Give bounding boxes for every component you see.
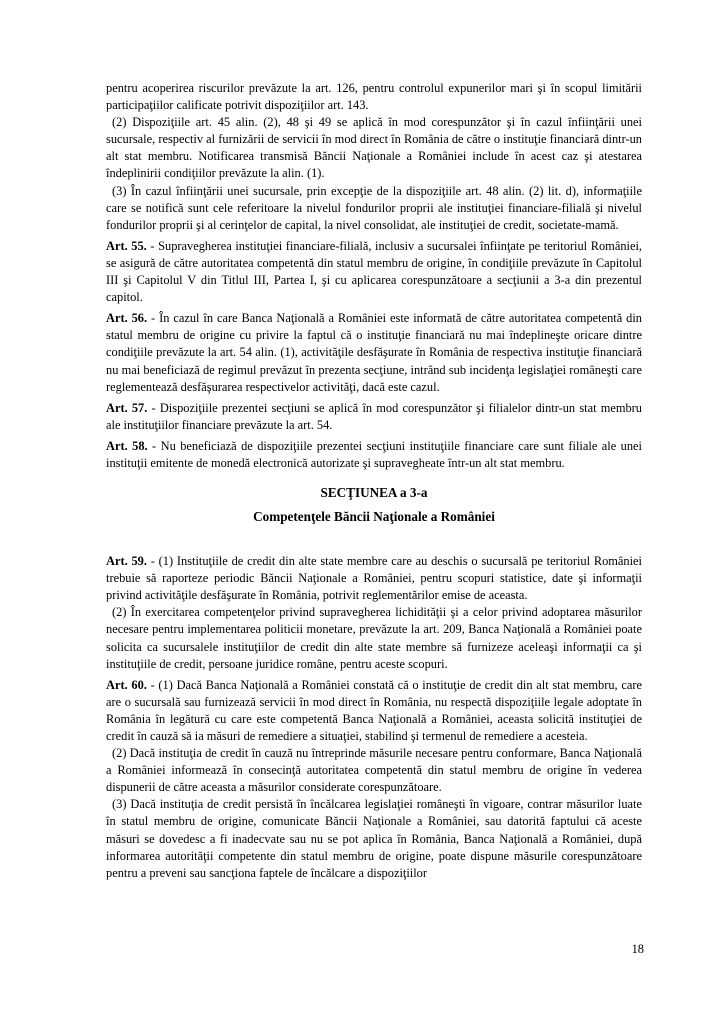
document-page xyxy=(106,80,642,882)
paragraph-art54-alin2: (2) Dispoziţiile art. 45 alin. (2), 48 şi 49 se aplică în mod corespunzător şi în cazul înfiinţării unei sucursale, respectiv al furnizării de servicii în mod direct în România de către o instituţie financiară dintr-un alt stat membru. Notificarea transmisă Băncii Naţionale a României include în acest caz şi atestarea îndeplinirii condiţiilor prevăzute la alin. (1). xyxy=(106,115,642,181)
paragraph-art59-alin2: (2) În exercitarea competenţelor privind supravegherea lichidităţii şi a celor privind adoptarea măsurilor necesare pentru implementarea politicii monetare, prevăzute la art. 209, Banca Naţională a României poate solicita ca sucursalele instituţiilor de credit din alte state membre să furnizeze aceleaşi informaţii ca şi instituţiile de credit, persoane juridice române, pentru aceste scopuri. xyxy=(106,605,642,671)
article-text: - În cazul în care Banca Naţională a României este informată de către autoritatea competentă din statul membru de origine cu privire la faptul că o instituţie financiară nu mai îndeplineşte oricare dintre condiţiile prevăzute la art. 54 alin. (1), activităţile desfăşurate în România de respectiva instituţie financiară nu mai beneficiază de regimul prevăzut în prezenta secţiune, intrând sub incidenţa legislaţiei româneşti care reglementează desfăşurarea respectivelor activităţi, dacă este cazul. xyxy=(106,311,642,394)
section-title: Competenţele Băncii Naţionale a României xyxy=(253,509,495,525)
page-number: 18 xyxy=(631,942,644,956)
article-label: Art. 58. xyxy=(106,438,148,453)
article-text: - (1) Dacă Banca Naţională a României constată că o instituţie de credit din alt stat membru, care are o sucursală sau furnizează servicii în mod direct în România, nu respectă dispoziţiile legale adoptate în România în legătură cu care este competentă Banca Naţională a României, aceasta solicită instituţiei de credit în cauză să ia măsuri de remediere a situaţiei, stabilind şi termenul de remediere a acesteia. xyxy=(106,677,642,743)
article-60 xyxy=(106,677,642,745)
article-56 xyxy=(106,310,642,395)
article-label: Art. 60. xyxy=(106,677,147,692)
article-58 xyxy=(106,438,642,472)
paragraph-art60-alin3: (3) Dacă instituţia de credit persistă în încălcarea legislaţiei româneşti în vigoare, contrar măsurilor luate în statul membru de origine, comunicate Băncii Naţionale a României, sau datorită faptului că aceste măsuri se dovedesc a fi inadecvate sau nu se pot aplica în România, Banca Naţională a României, după informarea autorităţii competente din statul membru de origine, poate dispune măsurile corespunzătoare pentru a preveni sau sancţiona faptele de încălcare a dispoziţiilor xyxy=(106,797,642,880)
article-55 xyxy=(106,238,642,306)
paragraph-art54-alin3: (3) În cazul înfiinţării unei sucursale, prin excepţie de la dispoziţiile art. 48 alin. (2) lit. d), informaţiile care se notifică sunt cele referitoare la nivelul fondurilor proprii ale instituţiei financiare-filială şi nivelul fondurilor proprii şi al cerinţelor de capital, la nivel consolidat, ale instituţiei de credit, societate-mamă. xyxy=(106,183,642,232)
article-text: - Dispoziţiile prezentei secţiuni se aplică în mod corespunzător şi filialelor dintr-un stat membru ale instituţiilor financiare prevăzute la art. 54. xyxy=(106,400,642,432)
article-57 xyxy=(106,400,642,434)
article-label: Art. 56. xyxy=(106,311,148,326)
article-59 xyxy=(106,553,642,604)
section-number: SECŢIUNEA a 3-a xyxy=(320,485,428,501)
article-label: Art. 59. xyxy=(106,554,147,569)
article-text: - Nu beneficiază de dispoziţiile prezentei secţiuni instituţiile financiare care sunt filiale ale unei instituţii emitente de monedă electronică autorizate şi supravegheate într-un alt stat membru. xyxy=(106,438,642,470)
article-label: Art. 57. xyxy=(106,400,148,415)
article-text: - (1) Instituţiile de credit din alte state membre care au deschis o sucursală pe teritoriul României trebuie să raporteze periodic Băncii Naţionale a României, pentru scopuri statistice, date şi informaţii privind activităţile desfăşurate în România, potrivit reglementărilor emise de aceasta. xyxy=(106,554,642,603)
paragraph-continuation: pentru acoperirea riscurilor prevăzute la art. 126, pentru controlul expunerilor mari şi în scopul limitării participaţiilor calificate potrivit dispoziţiilor art. 143. xyxy=(106,81,642,113)
paragraph-art60-alin2: (2) Dacă instituţia de credit în cauză nu întreprinde măsurile necesare pentru conformare, Banca Naţională a României informează în consecinţă autoritatea competentă din statul membru de origine în vederea dispunerii de către aceasta a măsurilor considerate corespunzătoare. xyxy=(106,746,642,795)
article-text: - Supravegherea instituţiei financiare-filială, inclusiv a sucursalei înfiinţate pe teritoriul României, se asigură de către autoritatea competentă din statul membru de origine, în condiţiile prevăzute în Capitolul III şi Capitolul V din Titlul III, Partea I, şi cu aplicarea corespunzătoare a secţiunii a 3-a din prezentul capitol. xyxy=(106,238,643,305)
article-label: Art. 55. xyxy=(106,238,147,253)
